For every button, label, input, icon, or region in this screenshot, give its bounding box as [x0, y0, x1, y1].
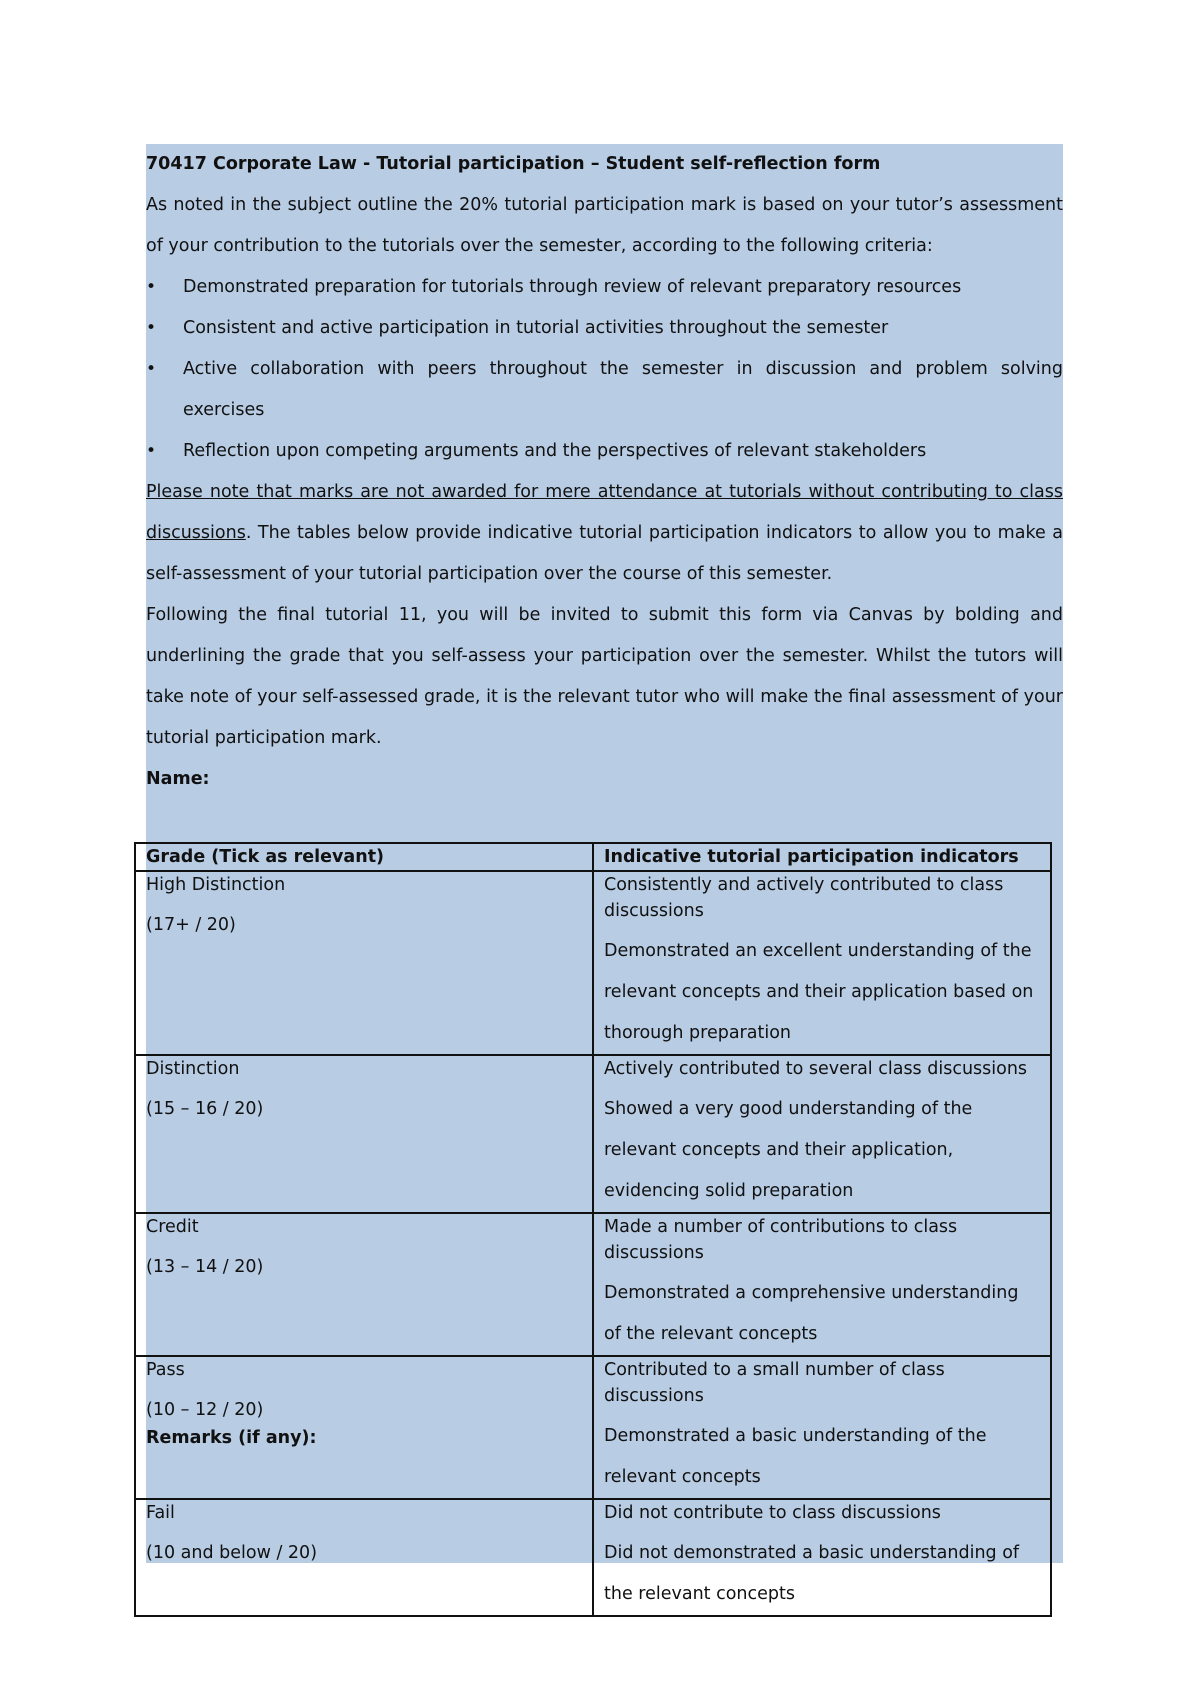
- grade-name: High Distinction: [146, 875, 286, 895]
- intro-paragraph: As noted in the subject outline the 20% tutorial participation mark is based on your tutor’s assessment of your contribution to the tutorials over the semester, according to the following criteria:: [146, 195, 1063, 256]
- list-item: [146, 349, 1063, 431]
- grade-cell[interactable]: [135, 1213, 593, 1356]
- criterion-text: Consistent and active participation in tutorial activities throughout the semester: [183, 318, 889, 338]
- indicator-line: Demonstrated a comprehensive understanding of the relevant concepts: [604, 1283, 1019, 1344]
- indicator-cell: [593, 1499, 1051, 1616]
- grade-name: Pass: [146, 1360, 185, 1380]
- criteria-list: [146, 267, 1063, 472]
- indicator-line: Demonstrated an excellent understanding of the relevant concepts and their application based on thorough preparation: [604, 941, 1034, 1043]
- grade-header: Grade (Tick as relevant): [135, 843, 593, 871]
- indicator-line: Made a number of contributions to class discussions: [604, 1217, 958, 1263]
- grade-range: (10 – 12 / 20): [146, 1400, 264, 1420]
- table-row: [135, 1055, 1051, 1213]
- grade-range: (17+ / 20): [146, 915, 236, 935]
- attendance-note: [146, 472, 1063, 595]
- indicators-header: Indicative tutorial participation indicators: [593, 843, 1051, 871]
- indicator-cell: [593, 1213, 1051, 1356]
- table-row: [135, 1213, 1051, 1356]
- grade-range: (15 – 16 / 20): [146, 1099, 264, 1119]
- grade-name: Fail: [146, 1503, 175, 1523]
- bullet-icon: •: [146, 359, 157, 379]
- attendance-note-rest: . The tables below provide indicative tutorial participation indicators to allow you to make a self-assessment of your tutorial participation over the course of this semester.: [146, 523, 1063, 584]
- grade-name: Distinction: [146, 1059, 240, 1079]
- table-header-row: [135, 843, 1051, 871]
- indicator-line: Consistently and actively contributed to class discussions: [604, 875, 1004, 921]
- indicator-line: Did not contribute to class discussions: [604, 1503, 941, 1523]
- bullet-icon: •: [146, 318, 157, 338]
- table-row: [135, 871, 1051, 1055]
- grade-cell[interactable]: [135, 871, 593, 1055]
- bullet-icon: •: [146, 277, 157, 297]
- remarks-label: Remarks (if any):: [146, 1428, 317, 1448]
- indicator-line: Contributed to a small number of class discussions: [604, 1360, 945, 1406]
- document-title: 70417 Corporate Law - Tutorial participation – Student self-reflection form: [146, 154, 881, 174]
- grade-cell[interactable]: [135, 1055, 593, 1213]
- indicator-cell: [593, 871, 1051, 1055]
- indicator-cell: [593, 1356, 1051, 1499]
- document-body: [146, 144, 1063, 800]
- indicator-line: Showed a very good understanding of the relevant concepts and their application, evidencing solid preparation: [604, 1099, 973, 1201]
- grade-range: (13 – 14 / 20): [146, 1257, 264, 1277]
- list-item: [146, 308, 1063, 349]
- grade-name: Credit: [146, 1217, 199, 1237]
- indicator-line: Demonstrated a basic understanding of the relevant concepts: [604, 1426, 987, 1487]
- indicator-line: Actively contributed to several class discussions: [604, 1059, 1028, 1079]
- name-label: Name:: [146, 769, 210, 789]
- attendance-note-underlined: Please note that marks are not awarded for mere attendance at tutorials without contributing to class discussions: [146, 482, 1063, 543]
- table-row: [135, 1499, 1051, 1616]
- grade-range: (10 and below / 20): [146, 1543, 318, 1563]
- submission-paragraph: Following the final tutorial 11, you will be invited to submit this form via Canvas by bolding and underlining the grade that you self-assess your participation over the semester. Whilst the tutors will take note of your self-assessed grade, it is the relevant tutor who will make the final assessment of your tutorial participation mark.: [146, 605, 1063, 748]
- list-item: [146, 431, 1063, 472]
- criterion-text: Active collaboration with peers throughout the semester in discussion and problem solving exercises: [183, 359, 1063, 420]
- criterion-text: Demonstrated preparation for tutorials through review of relevant preparatory resources: [183, 277, 962, 297]
- criterion-text: Reflection upon competing arguments and the perspectives of relevant stakeholders: [183, 441, 927, 461]
- indicator-cell: [593, 1055, 1051, 1213]
- indicator-line: Did not demonstrated a basic understanding of the relevant concepts: [604, 1543, 1020, 1604]
- bullet-icon: •: [146, 441, 157, 461]
- list-item: [146, 267, 1063, 308]
- grade-table: [134, 842, 1052, 1617]
- grade-cell[interactable]: [135, 1499, 593, 1616]
